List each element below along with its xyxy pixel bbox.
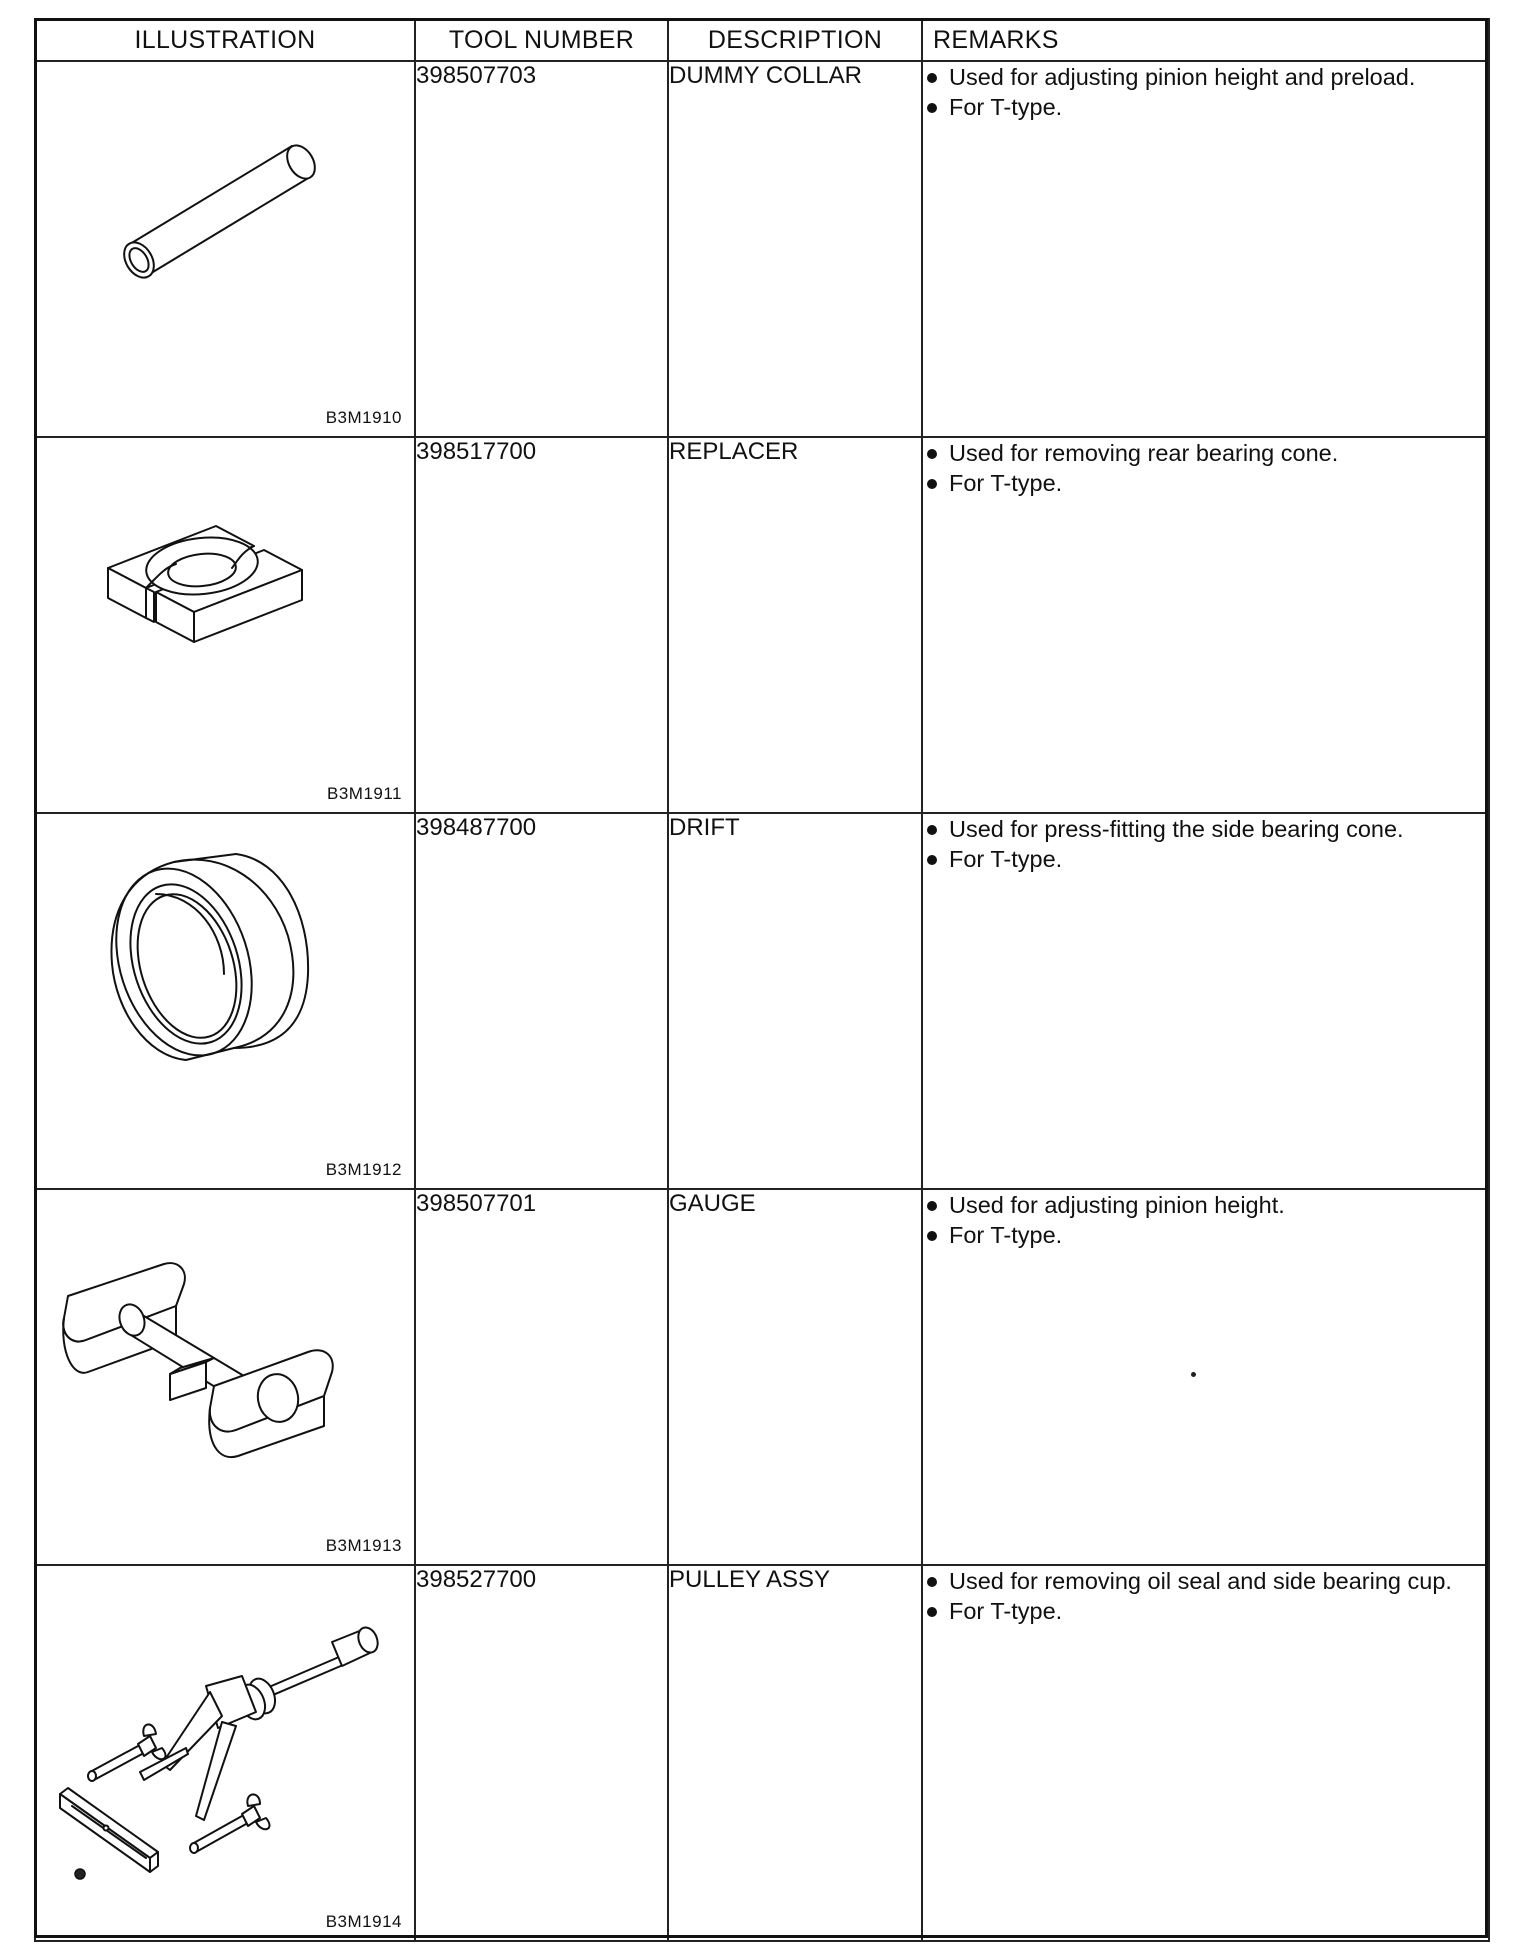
remark-text: Used for removing rear bearing cone. [949, 440, 1339, 466]
tool-number: 398507701 [415, 1189, 668, 1565]
remark-text: For T-type. [949, 470, 1063, 496]
tool-description: PULLEY ASSY [668, 1565, 922, 1941]
figure-code: B3M1913 [325, 1536, 402, 1555]
tool-number: 398487700 [415, 813, 668, 1189]
figure-code: B3M1912 [325, 1160, 402, 1179]
tool-description: GAUGE [668, 1189, 922, 1565]
tool-number: 398507703 [415, 61, 668, 437]
tool-number: 398527700 [415, 1565, 668, 1941]
remark-text: For T-type. [949, 846, 1063, 872]
remark-text: Used for adjusting pinion height and preload. [949, 64, 1416, 90]
header-description: DESCRIPTION [668, 19, 922, 61]
header-remarks: REMARKS [922, 19, 1489, 61]
figure-code: B3M1914 [325, 1912, 402, 1931]
remark-text: Used for adjusting pinion height. [949, 1192, 1285, 1218]
figure-code: B3M1910 [325, 408, 402, 427]
header-tool-number: TOOL NUMBER [415, 19, 668, 61]
tool-number: 398517700 [415, 437, 668, 813]
header-illustration: ILLUSTRATION [35, 19, 415, 61]
remark-text: Used for removing oil seal and side bearing cup. [949, 1568, 1452, 1594]
tool-description: DRIFT [668, 813, 922, 1189]
remark-text: For T-type. [949, 94, 1063, 120]
tool-description: REPLACER [668, 437, 922, 813]
page-border [34, 18, 1488, 1938]
figure-code: B3M1911 [326, 784, 402, 803]
tool-description: DUMMY COLLAR [668, 61, 922, 437]
remark-text: For T-type. [949, 1598, 1063, 1624]
remark-text: Used for press-fitting the side bearing cone. [949, 816, 1404, 842]
remark-text: For T-type. [949, 1222, 1063, 1248]
